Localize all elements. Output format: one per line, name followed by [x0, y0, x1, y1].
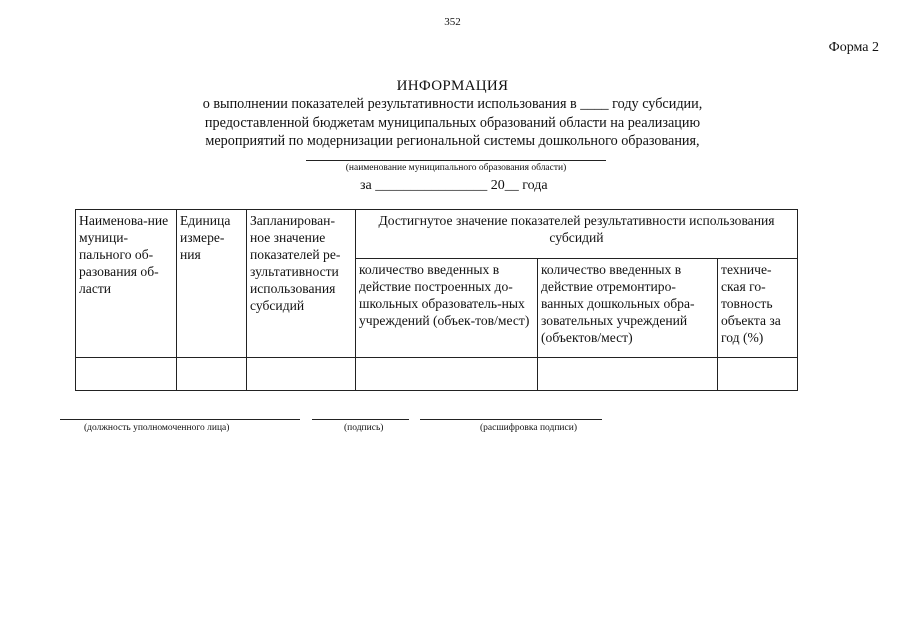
header-unit: Единица измере-ния [177, 210, 247, 358]
table-row [76, 358, 798, 391]
subtitle-line-3: мероприятий по модернизации региональной системы дошкольного образования, [205, 133, 700, 149]
form-label: Форма 2 [828, 40, 879, 55]
indicators-table [75, 209, 798, 391]
header-municipality-name: Наименова-ние муници-пального об-разования об-ласти [76, 210, 177, 358]
position-line [60, 419, 300, 420]
header-renovated-institutions: количество введенных в действие отремонтиро-ванных дошкольных обра-зовательных учреждений (объектов/мест) [538, 259, 718, 358]
table-cell [718, 358, 798, 391]
signature-caption: (подпись) [344, 423, 384, 433]
page-number: 352 [444, 16, 461, 28]
subtitle-line-1: о выполнении показателей результативности использования в ____ году субсидии, [202, 96, 703, 112]
table-cell [177, 358, 247, 391]
table-cell [247, 358, 356, 391]
table-cell [76, 358, 177, 391]
decoding-caption: (расшифровка подписи) [480, 423, 577, 433]
municipality-name-caption: (наименование муниципального образования области) [345, 163, 567, 173]
reporting-period-line: за ________________ 20__ года [360, 178, 548, 193]
decoding-line [420, 419, 602, 420]
table-cell [538, 358, 718, 391]
signature-line [312, 419, 409, 420]
document-title: ИНФОРМАЦИЯ [396, 78, 509, 94]
header-technical-readiness: техниче-ская го-товность объекта за год (%) [718, 259, 798, 358]
subtitle-line-2: предоставленной бюджетам муниципальных образований области на реализацию [204, 115, 701, 131]
table-cell [356, 358, 538, 391]
municipality-name-line [306, 160, 606, 161]
header-achieved-value-group: Достигнутое значение показателей результативности использования субсидий [356, 210, 798, 259]
header-planned-value: Запланирован-ное значение показателей ре-зультативности использования субсидий [247, 210, 356, 358]
position-caption: (должность уполномоченного лица) [84, 423, 230, 433]
header-built-institutions: количество введенных в действие построенных до-школьных образователь-ных учреждений (объек-тов/мест) [356, 259, 538, 358]
